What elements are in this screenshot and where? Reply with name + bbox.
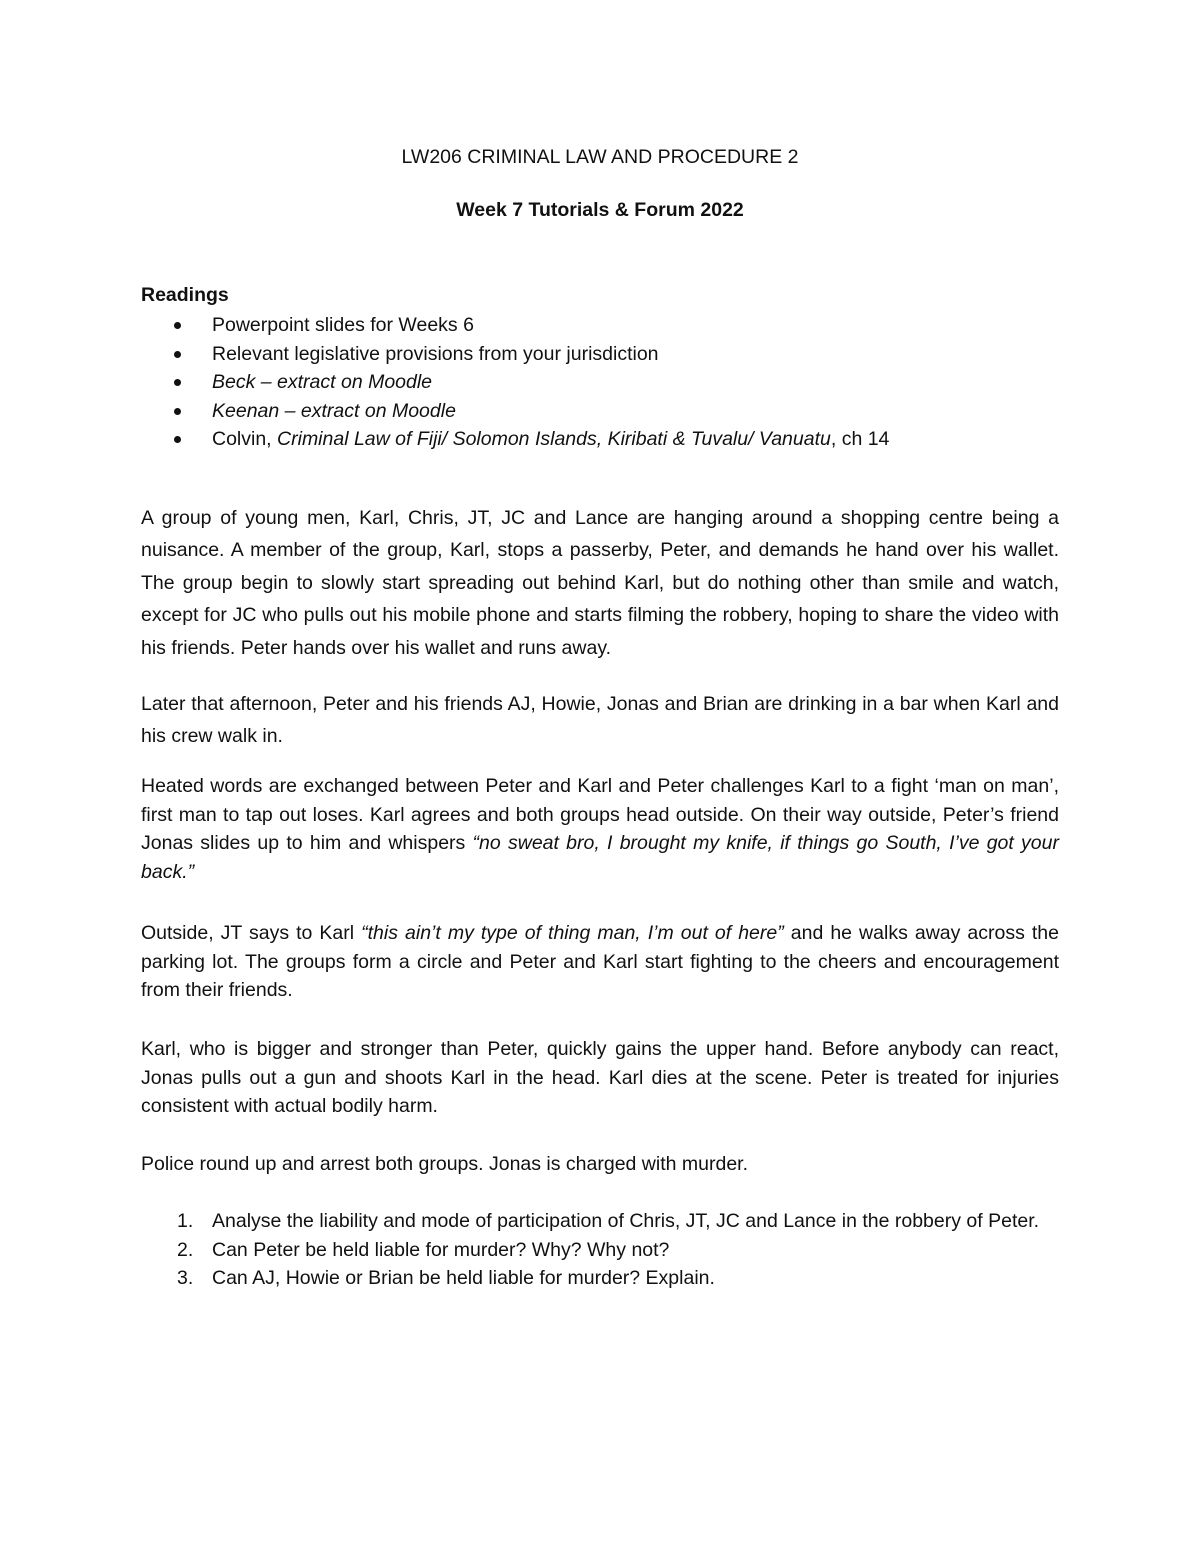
- reading-item: [141, 311, 1071, 340]
- reading-text: Keenan – extract on Moodle: [212, 399, 456, 422]
- page-title: LW206 CRIMINAL LAW AND PROCEDURE 2: [401, 146, 799, 168]
- bullet-icon: [174, 379, 181, 386]
- paragraph-text: Outside, JT says to Karl: [141, 922, 362, 944]
- scenario-paragraph-1: A group of young men, Karl, Chris, JT, JC and Lance are hanging around a shopping centre being a nuisance. A member of the group, Karl, stops a passerby, Peter, and demands he hand over his wallet. The group begin to slowly start spreading out behind Karl, but do nothing other than smile and watch, except for JC who pulls out his mobile phone and starts filming the robbery, hoping to share the video with his friends. Peter hands over his wallet and runs away.: [141, 507, 1059, 659]
- reading-text: Relevant legislative provisions from your jurisdiction: [212, 342, 659, 365]
- question-item: [141, 1207, 1059, 1236]
- paragraph-text: Heated words are exchanged between Peter and Karl and Peter challenges Karl to a fight ‘man on man’, first man to tap out loses. Karl agrees and both groups head outside. On their way outside, Peter’s friend Jonas slides up to him and whispers: [141, 775, 1059, 855]
- scenario-paragraph-2: Later that afternoon, Peter and his friends AJ, Howie, Jonas and Brian are drinking in a bar when Karl and his crew walk in.: [141, 693, 1059, 748]
- reading-item: [141, 340, 1071, 369]
- question-number: 3.: [177, 1267, 194, 1290]
- question-item: [141, 1236, 1059, 1265]
- readings-heading: Readings: [141, 284, 229, 306]
- bullet-icon: [174, 351, 181, 358]
- question-text: Analyse the liability and mode of participation of Chris, JT, JC and Lance in the robbery of Peter.: [212, 1210, 1040, 1232]
- scenario-paragraph-5: Karl, who is bigger and stronger than Peter, quickly gains the upper hand. Before anybody can react, Jonas pulls out a gun and shoots Karl in the head. Karl dies at the scene. Peter is treated for injuries consistent with actual bodily harm.: [141, 1038, 1059, 1118]
- reading-book-title: Criminal Law of Fiji/ Solomon Islands, Kiribati & Tuvalu/ Vanuatu: [277, 428, 831, 451]
- question-text: Can AJ, Howie or Brian be held liable for murder? Explain.: [212, 1267, 715, 1290]
- question-number: 2.: [177, 1238, 194, 1261]
- reading-item: [141, 397, 1071, 426]
- quote-text: “no sweat bro, I brought my knife, if things go South, I’ve got your back.”: [141, 832, 1059, 883]
- reading-text: Powerpoint slides for Weeks 6: [212, 314, 474, 336]
- scenario-paragraph-6: Police round up and arrest both groups. Jonas is charged with murder.: [141, 1153, 749, 1175]
- bullet-icon: [174, 322, 181, 329]
- reading-item: [141, 425, 1071, 454]
- bullet-icon: [174, 408, 181, 415]
- question-number: 1.: [177, 1210, 194, 1232]
- question-item: [141, 1264, 1059, 1293]
- reading-item: [141, 368, 1071, 397]
- reading-text-pre: Colvin,: [212, 428, 278, 451]
- scenario-paragraph-4: [141, 919, 1059, 1005]
- reading-text-post: , ch 14: [830, 428, 890, 451]
- readings-list: [141, 311, 1071, 454]
- question-text: Can Peter be held liable for murder? Why? Why not?: [212, 1238, 670, 1261]
- scenario-paragraph-3: [141, 772, 1059, 886]
- page-subtitle: Week 7 Tutorials & Forum 2022: [456, 199, 744, 221]
- questions-list: [141, 1207, 1059, 1293]
- bullet-icon: [174, 436, 181, 443]
- paragraph-text: and he walks away across the parking lot. The groups form a circle and Peter and Karl start fighting to the cheers and encouragement from their friends.: [141, 922, 1059, 1002]
- quote-text: “this ain’t my type of thing man, I’m out of here”: [361, 922, 784, 944]
- reading-text: Beck – extract on Moodle: [212, 371, 433, 394]
